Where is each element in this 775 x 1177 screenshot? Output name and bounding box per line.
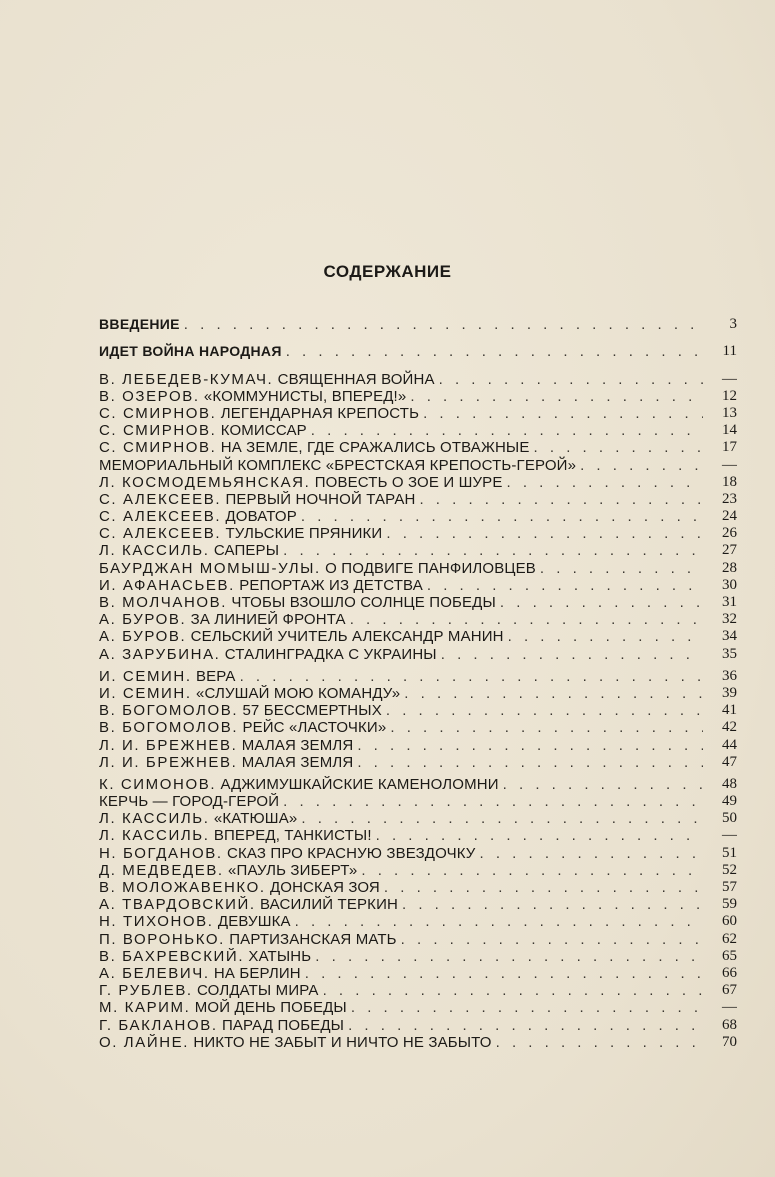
leader-dots — [496, 1034, 703, 1051]
toc-entry-author: М. КАРИМ. — [99, 999, 191, 1017]
toc-entry — [99, 702, 737, 719]
toc-entry-title: СКАЗ ПРО КРАСНУЮ ЗВЕЗДОЧКУ — [227, 844, 476, 862]
toc-entry-title: МЕМОРИАЛЬНЫЙ КОМПЛЕКС «БРЕСТСКАЯ КРЕПОСТЬ-ГЕРОЙ» — [99, 456, 577, 474]
leader-dots — [283, 542, 703, 559]
leader-dots — [410, 388, 703, 405]
toc-entry-text — [99, 371, 435, 388]
toc-entry-text — [99, 879, 380, 896]
leader-dots — [386, 702, 703, 719]
toc-entry-author: А. БУРОВ. — [99, 628, 187, 646]
toc-entry — [99, 896, 737, 913]
toc-entry-text — [99, 439, 530, 456]
toc-entry-author: И. СЕМИН. — [99, 684, 192, 702]
toc-entry-text — [99, 913, 291, 930]
toc-entry-author: А. БУРОВ. — [99, 611, 187, 629]
toc-entry-text — [99, 948, 311, 965]
toc-entry — [99, 559, 737, 576]
toc-entry — [99, 611, 737, 628]
toc-entry-page: 28 — [722, 559, 737, 576]
leader-dots — [283, 793, 703, 810]
toc-entry-author: С. АЛЕКСЕЕВ. — [99, 525, 222, 543]
toc-entry-page: 34 — [722, 628, 737, 645]
leader-dots — [386, 525, 703, 542]
toc-entry-author: Л. КАССИЛЬ. — [99, 542, 210, 560]
toc-entry-title: «КОММУНИСТЫ, ВПЕРЕД!» — [203, 387, 407, 405]
toc-entry-text — [99, 702, 382, 719]
section-gap — [99, 333, 737, 343]
leader-dots — [419, 491, 703, 508]
toc-entry-title: СТАЛИНГРАДКА С УКРАИНЫ — [224, 645, 437, 663]
toc-entry-title: КЕРЧЬ — ГОРОД-ГЕРОЙ — [99, 793, 280, 811]
toc-entry-author: Н. БОГДАНОВ. — [99, 844, 223, 862]
toc-entry-page: 3 — [729, 316, 737, 333]
toc-entry-title: МАЛАЯ ЗЕМЛЯ — [241, 753, 354, 771]
toc-entry-text — [99, 999, 347, 1016]
leader-dots — [390, 719, 703, 736]
toc-entry — [99, 370, 737, 387]
leader-dots — [184, 316, 703, 333]
toc-entry-text — [99, 793, 279, 810]
toc-entry — [99, 508, 737, 525]
toc-entry — [99, 491, 737, 508]
toc-entry-author: О. ЛАЙНЕ. — [99, 1033, 190, 1051]
toc-entry-author: И. АФАНАСЬЕВ. — [99, 576, 235, 594]
toc-entry — [99, 862, 737, 879]
toc-entry-author: С. АЛЕКСЕЕВ. — [99, 508, 222, 526]
toc-entry-title: ЧТОБЫ ВЗОШЛО СОЛНЦЕ ПОБЕДЫ — [231, 594, 496, 611]
toc-entry-page: 68 — [722, 1016, 737, 1033]
toc-entry-text — [99, 1034, 492, 1051]
toc-entry-page: 41 — [722, 702, 737, 719]
toc-entry-title: АДЖИМУШКАЙСКИЕ КАМЕНОЛОМНИ — [220, 775, 499, 793]
toc-entry — [99, 456, 737, 473]
leader-dots — [500, 594, 703, 611]
leader-dots — [480, 845, 704, 862]
toc-entry-text — [99, 628, 504, 645]
leader-dots — [376, 827, 703, 844]
toc-entry — [99, 754, 737, 771]
toc-entry-title: ВВЕДЕНИЕ — [99, 316, 180, 333]
toc-entry-page: 44 — [722, 736, 737, 753]
toc-entry — [99, 736, 737, 753]
toc-entry-page: 50 — [722, 810, 737, 827]
toc-entry-title: ПАРАД ПОБЕДЫ — [221, 1016, 345, 1034]
toc-entry-author: Н. ТИХОНОВ. — [99, 913, 214, 931]
toc-entry-author: В. БАХРЕВСКИЙ. — [99, 947, 245, 965]
toc-entry-author: П. ВОРОНЬКО. — [99, 930, 225, 948]
toc-entry-author: Г. БАКЛАНОВ. — [99, 1016, 218, 1034]
toc-entry-title: ВАСИЛИЙ ТЕРКИН — [259, 896, 398, 914]
toc-entry-text — [99, 896, 398, 913]
toc-entry-title: ХАТЫНЬ — [248, 947, 312, 965]
toc-entry-text — [99, 810, 297, 827]
toc-entry-page: 36 — [722, 667, 737, 684]
toc-entry-title: ВПЕРЕД, ТАНКИСТЫ! — [213, 827, 372, 845]
toc-entry-title: МОЙ ДЕНЬ ПОБЕДЫ — [194, 999, 347, 1017]
toc-entry-title: «КАТЮША» — [213, 810, 298, 828]
toc-entry-page: 27 — [722, 542, 737, 559]
toc-entry-text — [99, 982, 319, 999]
toc-entry-title: СОЛДАТЫ МИРА — [197, 982, 319, 1000]
toc-entry-page: 51 — [722, 844, 737, 861]
toc-entry — [99, 577, 737, 594]
toc-entry-author: Л. КОСМОДЕМЬЯНСКАЯ. — [99, 473, 311, 491]
toc-entry-text — [99, 422, 307, 439]
toc-entry-title: ПОВЕСТЬ О ЗОЕ И ШУРЕ — [314, 473, 503, 491]
toc-entry-title: ИДЕТ ВОЙНА НАРОДНАЯ — [99, 343, 282, 360]
toc-entry-page: — — [722, 999, 737, 1016]
toc-entry-page: — — [722, 827, 737, 844]
toc-entry-text — [99, 542, 279, 559]
toc-entry-author: Л. КАССИЛЬ. — [99, 810, 210, 828]
toc-entry — [99, 343, 737, 360]
leader-dots — [401, 931, 703, 948]
toc-entry — [99, 422, 737, 439]
toc-entry-author: С. АЛЕКСЕЕВ. — [99, 490, 222, 508]
toc-entry-author: К. СИМОНОВ. — [99, 775, 217, 793]
leader-dots — [305, 965, 703, 982]
toc-entry-title: ДОВАТОР — [225, 508, 297, 526]
toc-entry-author: В. МОЛОЖАВЕНКО. — [99, 879, 266, 896]
toc-entry-page: 26 — [722, 525, 737, 542]
leader-dots — [350, 611, 703, 628]
toc-entry-page: 35 — [722, 645, 737, 662]
toc-entry — [99, 982, 737, 999]
toc-entry-title: ПЕРВЫЙ НОЧНОЙ ТАРАН — [225, 490, 416, 508]
toc-entry-text — [99, 508, 297, 525]
toc-entry-author: БАУРДЖАН МОМЫШ-УЛЫ. — [99, 559, 321, 577]
toc-entry — [99, 474, 737, 491]
toc-entry — [99, 879, 737, 896]
toc-entry-page: — — [722, 456, 737, 473]
toc-entry-text — [99, 560, 536, 577]
toc-entry-author: С. СМИРНОВ. — [99, 439, 217, 457]
toc-entry-title: ЛЕГЕНДАРНАЯ КРЕПОСТЬ — [220, 404, 420, 422]
toc-entry-author: И. СЕМИН. — [99, 667, 192, 685]
toc-entry-page: 60 — [722, 913, 737, 930]
toc-entry-author: В. БОГОМОЛОВ. — [99, 719, 239, 737]
toc-entry-page: 62 — [722, 930, 737, 947]
toc-entry — [99, 810, 737, 827]
leader-dots — [534, 439, 703, 456]
toc-entry-author: Д. МЕДВЕДЕВ. — [99, 861, 224, 879]
leader-dots — [508, 628, 703, 645]
toc-entry-author: С. СМИРНОВ. — [99, 404, 217, 422]
toc-entry-page: 31 — [722, 594, 737, 610]
toc-entry — [99, 388, 737, 405]
toc-entry — [99, 542, 737, 559]
toc-entry-page: 13 — [722, 404, 737, 421]
toc-entry-title: ПАРТИЗАНСКАЯ МАТЬ — [229, 930, 397, 948]
toc-entry-author: А. ТВАРДОВСКИЙ. — [99, 896, 256, 914]
leader-dots — [423, 405, 703, 422]
toc-entry-text — [99, 754, 353, 771]
leader-dots — [441, 646, 703, 663]
leader-dots — [580, 457, 703, 474]
toc-entry-title: СВЯЩЕННАЯ ВОЙНА — [277, 370, 435, 388]
toc-entry-page: 49 — [722, 793, 737, 810]
leader-dots — [311, 422, 703, 439]
toc-entry-author: С. СМИРНОВ. — [99, 422, 217, 440]
toc-entry-author: В. ЛЕБЕДЕВ-КУМАЧ. — [99, 370, 274, 388]
toc-entry-title: СЕЛЬСКИЙ УЧИТЕЛЬ АЛЕКСАНДР МАНИН — [190, 628, 504, 646]
toc-entry-author: А. ЗАРУБИНА. — [99, 645, 221, 663]
toc-entry-page: 57 — [722, 879, 737, 895]
leader-dots — [384, 879, 703, 896]
toc-entry-text — [99, 525, 382, 542]
toc-entry-title: НА ЗЕМЛЕ, ГДЕ СРАЖАЛИСЬ ОТВАЖНЫЕ — [220, 439, 530, 457]
toc-entry-text — [99, 405, 419, 422]
toc-entry-page: 11 — [722, 343, 737, 360]
leader-dots — [439, 371, 703, 388]
toc-entry-text — [99, 965, 301, 982]
toc-entry-page: 32 — [722, 611, 737, 628]
toc-entry-page: 70 — [722, 1033, 737, 1050]
toc-entry-title: НИКТО НЕ ЗАБЫТ И НИЧТО НЕ ЗАБЫТО — [193, 1033, 492, 1051]
toc-entry — [99, 776, 737, 793]
toc-entry — [99, 719, 737, 736]
toc-entry-text — [99, 685, 400, 702]
leader-dots — [402, 896, 703, 913]
page-title: СОДЕРЖАНИЕ — [323, 262, 452, 281]
toc-entry-title: «ПАУЛЬ ЗИБЕРТ» — [228, 861, 358, 879]
toc-entry-title: НА БЕРЛИН — [213, 964, 301, 982]
toc-entry-text — [99, 719, 386, 736]
section-gap — [99, 360, 737, 370]
leader-dots — [315, 948, 703, 965]
toc-entry-author: Л. И. БРЕЖНЕВ. — [99, 736, 238, 754]
toc-entry-title: ДЕВУШКА — [217, 913, 291, 931]
toc-entry-text — [99, 343, 282, 360]
toc-entry-title: САПЕРЫ — [213, 542, 280, 560]
leader-dots — [503, 776, 703, 793]
table-of-contents — [99, 316, 737, 1051]
toc-entry-text — [99, 611, 346, 628]
toc-entry — [99, 930, 737, 947]
toc-entry — [99, 628, 737, 645]
leader-dots — [348, 1017, 703, 1034]
toc-entry-text — [99, 845, 476, 862]
toc-entry-page: — — [722, 370, 737, 387]
leader-dots — [295, 913, 703, 930]
toc-entry-page: 47 — [722, 753, 737, 770]
toc-entry-page: 24 — [722, 508, 737, 525]
toc-entry-author: В. БОГОМОЛОВ. — [99, 702, 239, 720]
toc-entry — [99, 948, 737, 965]
leader-dots — [351, 999, 703, 1016]
toc-entry-page: 67 — [722, 982, 737, 999]
toc-entry-text — [99, 577, 423, 594]
toc-entry-page: 23 — [722, 490, 737, 507]
toc-entry — [99, 844, 737, 861]
toc-entry-title: ДОНСКАЯ ЗОЯ — [269, 879, 380, 896]
toc-entry-title: КОМИССАР — [220, 422, 307, 440]
toc-entry-text — [99, 668, 236, 685]
leader-dots — [286, 343, 703, 360]
toc-entry-title: ЗА ЛИНИЕЙ ФРОНТА — [190, 611, 346, 629]
toc-entry-title: 57 БЕССМЕРТНЫХ — [242, 702, 382, 720]
toc-entry-text — [99, 737, 353, 754]
toc-entry-text — [99, 931, 397, 948]
toc-entry-author: В. МОЛЧАНОВ. — [99, 594, 228, 611]
toc-entry-page: 12 — [722, 387, 737, 404]
toc-entry-text — [99, 388, 406, 405]
toc-entry — [99, 645, 737, 662]
toc-entry-text — [99, 776, 499, 793]
toc-entry-page: 18 — [722, 473, 737, 490]
leader-dots — [540, 560, 703, 577]
toc-entry — [99, 965, 737, 982]
toc-entry — [99, 793, 737, 810]
toc-entry — [99, 1016, 737, 1033]
leader-dots — [357, 754, 703, 771]
toc-entry-title: «СЛУШАЙ МОЮ КОМАНДУ» — [195, 684, 401, 702]
toc-entry — [99, 1034, 737, 1051]
toc-entry — [99, 316, 737, 333]
toc-entry-title: О ПОДВИГЕ ПАНФИЛОВЦЕВ — [325, 559, 536, 577]
toc-entry — [99, 913, 737, 930]
toc-entry-text — [99, 594, 496, 611]
toc-entry-text — [99, 1017, 344, 1034]
toc-entry-author: Л. И. БРЕЖНЕВ. — [99, 753, 238, 771]
toc-entry — [99, 439, 737, 456]
leader-dots — [361, 862, 703, 879]
toc-entry-text — [99, 646, 437, 663]
toc-entry — [99, 525, 737, 542]
toc-entry-page: 14 — [722, 422, 737, 439]
leader-dots — [507, 474, 704, 491]
toc-entry-title: ТУЛЬСКИЕ ПРЯНИКИ — [225, 525, 383, 543]
toc-entry-page: 59 — [722, 896, 737, 913]
toc-entry-text — [99, 862, 357, 879]
toc-entry-author: А. БЕЛЕВИЧ. — [99, 964, 210, 982]
toc-entry-text — [99, 827, 372, 844]
toc-entry — [99, 999, 737, 1016]
toc-entry-page: 65 — [722, 947, 737, 964]
toc-entry-author: В. ОЗЕРОВ. — [99, 387, 200, 405]
toc-entry — [99, 685, 737, 702]
toc-entry-title: МАЛАЯ ЗЕМЛЯ — [241, 736, 354, 754]
toc-entry-text — [99, 491, 415, 508]
toc-entry-text — [99, 316, 180, 333]
toc-entry-page: 42 — [722, 719, 737, 736]
toc-entry-author: Г. РУБЛЕВ. — [99, 982, 193, 1000]
leader-dots — [357, 737, 703, 754]
leader-dots — [404, 685, 703, 702]
toc-entry-text — [99, 457, 576, 474]
toc-entry-title: РЕЙС «ЛАСТОЧКИ» — [242, 719, 387, 737]
toc-entry-page: 52 — [722, 861, 737, 878]
toc-entry-title: РЕПОРТАЖ ИЗ ДЕТСТВА — [239, 576, 423, 594]
toc-entry — [99, 668, 737, 685]
toc-entry-page: 66 — [722, 964, 737, 981]
toc-entry — [99, 827, 737, 844]
toc-entry-page: 48 — [722, 775, 737, 792]
leader-dots — [301, 810, 703, 827]
toc-entry-page: 17 — [722, 439, 737, 456]
leader-dots — [427, 577, 703, 594]
leader-dots — [323, 982, 703, 999]
toc-entry-author: Л. КАССИЛЬ. — [99, 827, 210, 845]
leader-dots — [301, 508, 703, 525]
toc-entry-page: 30 — [722, 576, 737, 593]
toc-entry-text — [99, 474, 503, 491]
toc-entry — [99, 405, 737, 422]
toc-entry-title: ВЕРА — [195, 667, 236, 685]
leader-dots — [240, 668, 703, 685]
toc-entry — [99, 594, 737, 611]
toc-entry-page: 39 — [722, 684, 737, 701]
